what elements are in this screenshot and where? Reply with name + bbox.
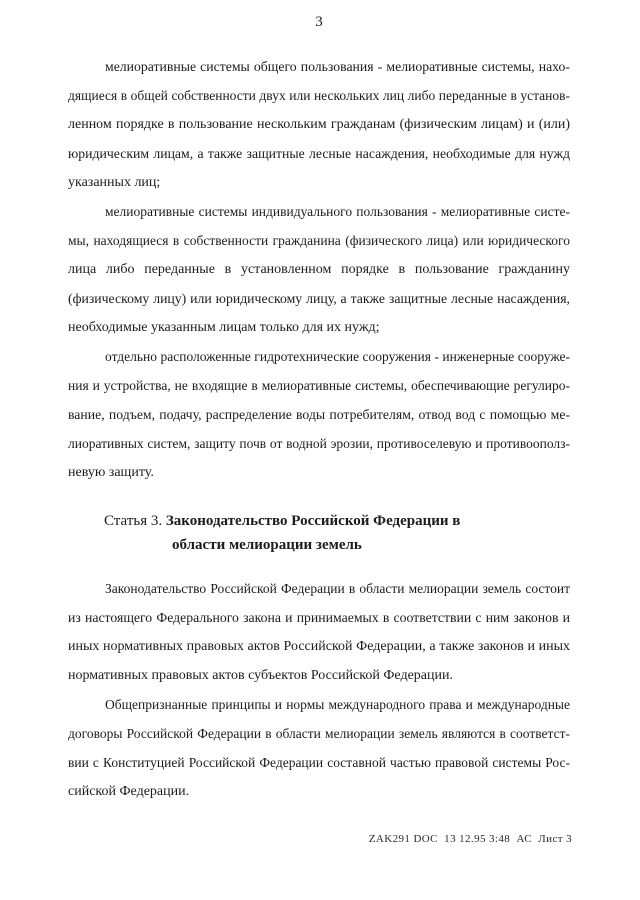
- text-segment: лиоративных систем, защиту почв от водной эрозии, противоселевую и противоополз-: [68, 436, 570, 451]
- text-line: [68, 748, 570, 777]
- text-line: [68, 371, 570, 400]
- text-line: [68, 603, 570, 632]
- text-line: [104, 509, 570, 533]
- text-segment: (физическому лицу) или юридическому лицу, а также защитные лесные насаждения,: [68, 291, 570, 306]
- text-segment: Законодательство Российской Федерации в области мелиорации земель состоит: [105, 581, 570, 596]
- text-segment: мелиоративные системы общего пользования - мелиоративные системы, нахо-: [105, 59, 570, 74]
- page-number: 3: [315, 14, 323, 30]
- paragraph-legislation-composition: [68, 574, 570, 690]
- document-content: [68, 52, 570, 806]
- paragraph-hydrotechnical-structures: [68, 342, 570, 487]
- text-line: [68, 690, 570, 719]
- text-line: [68, 661, 570, 690]
- text-segment: ленном порядке в пользование нескольким гражданам (физическим лицам) и (или): [68, 117, 570, 132]
- text-line: [68, 632, 570, 661]
- text-segment: сийской Федерации.: [68, 784, 190, 799]
- text-segment: необходимые указанным лицам только для их нужд;: [68, 320, 380, 335]
- paragraph-melio-systems-individual-use: [68, 197, 570, 342]
- text-segment: невую защиту.: [68, 465, 154, 480]
- text-segment: указанных лиц;: [68, 175, 161, 190]
- text-line: [68, 110, 570, 139]
- text-line: [68, 313, 570, 342]
- article-3-heading: [104, 509, 570, 557]
- paragraph-melio-systems-common-use: [68, 52, 570, 197]
- text-line: [68, 226, 570, 255]
- text-line: [68, 429, 570, 458]
- text-segment: лица либо переданные в установленном порядке в пользование гражданину: [68, 262, 570, 277]
- text-line: [68, 719, 570, 748]
- text-segment: отдельно расположенные гидротехнические сооружения - инженерные сооруже-: [105, 349, 570, 364]
- text-line: [68, 574, 570, 603]
- text-segment: дящиеся в общей собственности двух или нескольких лиц либо переданные в установ-: [68, 88, 570, 103]
- text-segment: мелиоративные системы индивидуального пользования - мелиоративные систе-: [105, 204, 570, 219]
- text-line: [68, 458, 570, 487]
- text-line: [68, 197, 570, 226]
- heading-bold-text: области мелиорации земель: [172, 537, 362, 553]
- text-segment: мы, находящиеся в собственности гражданина (физического лица) или юридического: [68, 233, 570, 248]
- text-segment: вии с Конституцией Российской Федерации составной частью правовой системы Рос-: [68, 755, 570, 770]
- text-line: [68, 284, 570, 313]
- text-line: [68, 168, 570, 197]
- text-line: [68, 255, 570, 284]
- text-line: [68, 52, 570, 81]
- text-segment: иных нормативных правовых актов Российской Федерации, а также законов и иных: [68, 639, 570, 654]
- text-segment: юридическим лицам, а также защитные лесные насаждения, необходимые для нужд: [68, 146, 570, 161]
- text-line: [104, 533, 570, 557]
- text-line: [68, 400, 570, 429]
- text-line: [68, 342, 570, 371]
- footer-stamp: ZAK291 DOC 13 12.95 3:48 АС Лист 3: [368, 833, 572, 845]
- text-segment: ния и устройства, не входящие в мелиоративные системы, обеспечивающие регулиро-: [68, 378, 570, 393]
- text-segment: нормативных правовых актов субъектов Российской Федерации.: [68, 668, 453, 683]
- heading-bold-text: Законодательство Российской Федерации в: [165, 513, 461, 529]
- text-segment: Статья 3.: [104, 513, 166, 529]
- text-segment: Общепризнанные принципы и нормы международного права и международные: [105, 697, 570, 712]
- text-segment: вание, подъем, подачу, распределение воды потребителям, отвод вод с помощью ме-: [68, 407, 570, 422]
- text-line: [68, 777, 570, 806]
- text-line: [68, 139, 570, 168]
- paragraph-international-law: [68, 690, 570, 806]
- text-segment: из настоящего Федерального закона и принимаемых в соответствии с ним законов и: [68, 610, 570, 625]
- text-segment: договоры Российской Федерации в области мелиорации земель являются в соответст-: [68, 726, 570, 741]
- text-line: [68, 81, 570, 110]
